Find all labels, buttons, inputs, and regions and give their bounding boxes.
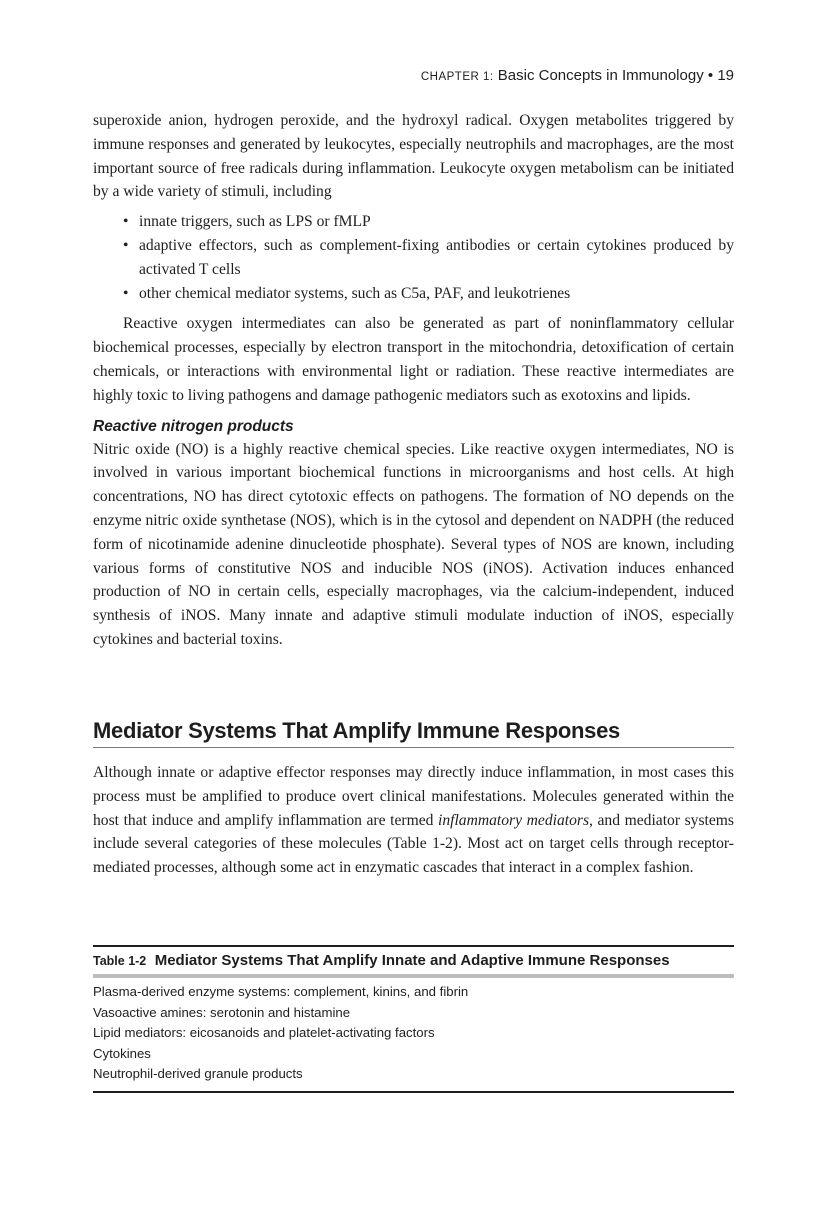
paragraph-reactive-oxygen: Reactive oxygen intermediates can also be generated as part of noninflammatory cellular biochemical processes, especially by electron transport in the mitochondria, detoxification of certain chemicals, or interactions with environmental light or radiation. These reactive intermediates are highly toxic to living pathogens and damage pathogenic mediators such as exotoxins and lipids. — [93, 315, 734, 404]
running-head — [93, 67, 734, 84]
mediator-section — [93, 716, 734, 880]
separator-bullet: • — [707, 67, 714, 84]
table-row: Lipid mediators: eicosanoids and platelet-activating factors — [93, 1025, 435, 1041]
chapter-title: Basic Concepts in Immunology — [497, 67, 704, 84]
paragraph-text-end: , and mediator systems include several categories of these molecules (Table 1-2). Most act on target cells through receptor-mediated processes, although some act in enzymatic cascades that interact in a complex fashion. — [93, 811, 734, 877]
list-item: • adaptive effectors, such as complement-fixing antibodies or certain cytokines produced by activated T cells — [93, 234, 734, 282]
italic-term: inflammatory mediators — [438, 811, 590, 829]
paragraph-nitric-oxide: Nitric oxide (NO) is a highly reactive chemical species. Like reactive oxygen intermediates, NO is involved in various important biochemical functions in microorganisms and host cells. At high concentrations, NO has direct cytotoxic effects on pathogens. The formation of NO depends on the enzyme nitric oxide synthetase (NOS), which is in the cytosol and dependent on NADPH (the reduced form of nicotinamide adenine dinucleotide phosphate). Several types of NOS are known, including various forms of constitutive NOS and inducible NOS (iNOS). Activation induces enhanced production of NO in certain cells, especially macrophages, via the calcium-independent, induced synthesis of iNOS. Many innate and adaptive stimuli modulate induction of iNOS, especially cytokines and bacterial toxins. — [93, 440, 734, 648]
chapter-label: CHAPTER 1: — [420, 71, 494, 83]
list-item: • innate triggers, such as LPS or fMLP — [93, 210, 734, 234]
table-row: Cytokines — [93, 1045, 151, 1061]
table-caption — [93, 947, 734, 978]
table-body — [93, 978, 734, 1093]
table-row: Neutrophil-derived granule products — [93, 1066, 303, 1082]
paragraph-mediators — [93, 761, 734, 880]
section-heading: Mediator Systems That Amplify Immune Responses — [93, 716, 734, 748]
page-number: 19 — [717, 67, 734, 84]
table-row: Vasoactive amines: serotonin and histamine — [93, 1004, 351, 1020]
main-text-block — [93, 109, 734, 652]
table-row: Plasma-derived enzyme systems: complement, kinins, and fibrin — [93, 984, 469, 999]
paragraph-oxygen-metabolites: superoxide anion, hydrogen peroxide, and the hydroxyl radical. Oxygen metabolites triggered by immune responses and generated by leukocytes, especially neutrophils and macrophages, are the most important source of free radicals during inflammation. Leukocyte oxygen metabolism can be initiated by a wide variety of stimuli, including — [93, 112, 734, 201]
stimuli-list — [93, 210, 734, 305]
list-item: • other chemical mediator systems, such as C5a, PAF, and leukotrienes — [93, 282, 734, 306]
paragraph-text-start: Although innate or adaptive effector responses may directly induce inflammation, in most cases this process must be amplified to produce overt clinical manifestations. Molecules generated within the host that induce and amplify inflammation are termed — [93, 764, 734, 829]
table-1-2 — [93, 945, 734, 1093]
table-title: Mediator Systems That Amplify Innate and Adaptive Immune Responses — [154, 952, 670, 969]
table-number: Table 1-2 — [93, 954, 147, 968]
subheading-reactive-nitrogen: Reactive nitrogen products — [93, 417, 294, 435]
